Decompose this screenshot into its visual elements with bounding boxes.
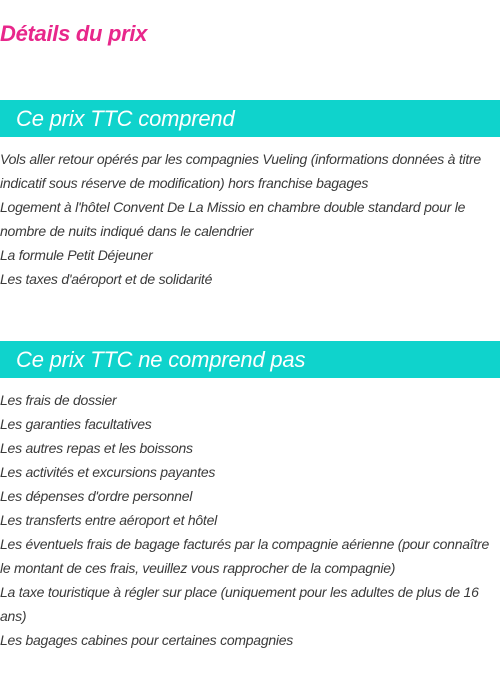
excluded-item: Les dépenses d'ordre personnel (0, 488, 193, 504)
excluded-item: Les garanties facultatives (0, 416, 152, 432)
excluded-item: La taxe touristique à régler sur place (uniquement pour les adultes de plus de 16 ans) (0, 584, 479, 624)
included-heading: Ce prix TTC comprend (16, 105, 235, 131)
excluded-item: Les éventuels frais de bagage facturés par la compagnie aérienne (pour connaître le montant de ces frais, veuillez vous rapprocher de la compagnie) (0, 536, 489, 576)
included-item: Logement à l'hôtel Convent De La Missio en chambre double standard pour le nombre de nuits indiqué dans le calendrier (0, 199, 466, 239)
excluded-item: Les frais de dossier (0, 392, 117, 408)
included-item: Les taxes d'aéroport et de solidarité (0, 271, 213, 287)
included-item: Vols aller retour opérés par les compagnies Vueling (informations données à titre indicatif sous réserve de modification) hors franchise bagages (0, 151, 481, 191)
included-list (0, 147, 500, 291)
page-title: Détails du prix (0, 21, 148, 46)
excluded-item: Les transferts entre aéroport et hôtel (0, 512, 217, 528)
excluded-heading: Ce prix TTC ne comprend pas (16, 346, 306, 372)
included-section-header (0, 100, 500, 137)
included-item: La formule Petit Déjeuner (0, 247, 153, 263)
excluded-item: Les bagages cabines pour certaines compagnies (0, 632, 294, 648)
excluded-list (0, 388, 500, 652)
excluded-section-header (0, 341, 500, 378)
excluded-item: Les autres repas et les boissons (0, 440, 193, 456)
excluded-item: Les activités et excursions payantes (0, 464, 216, 480)
